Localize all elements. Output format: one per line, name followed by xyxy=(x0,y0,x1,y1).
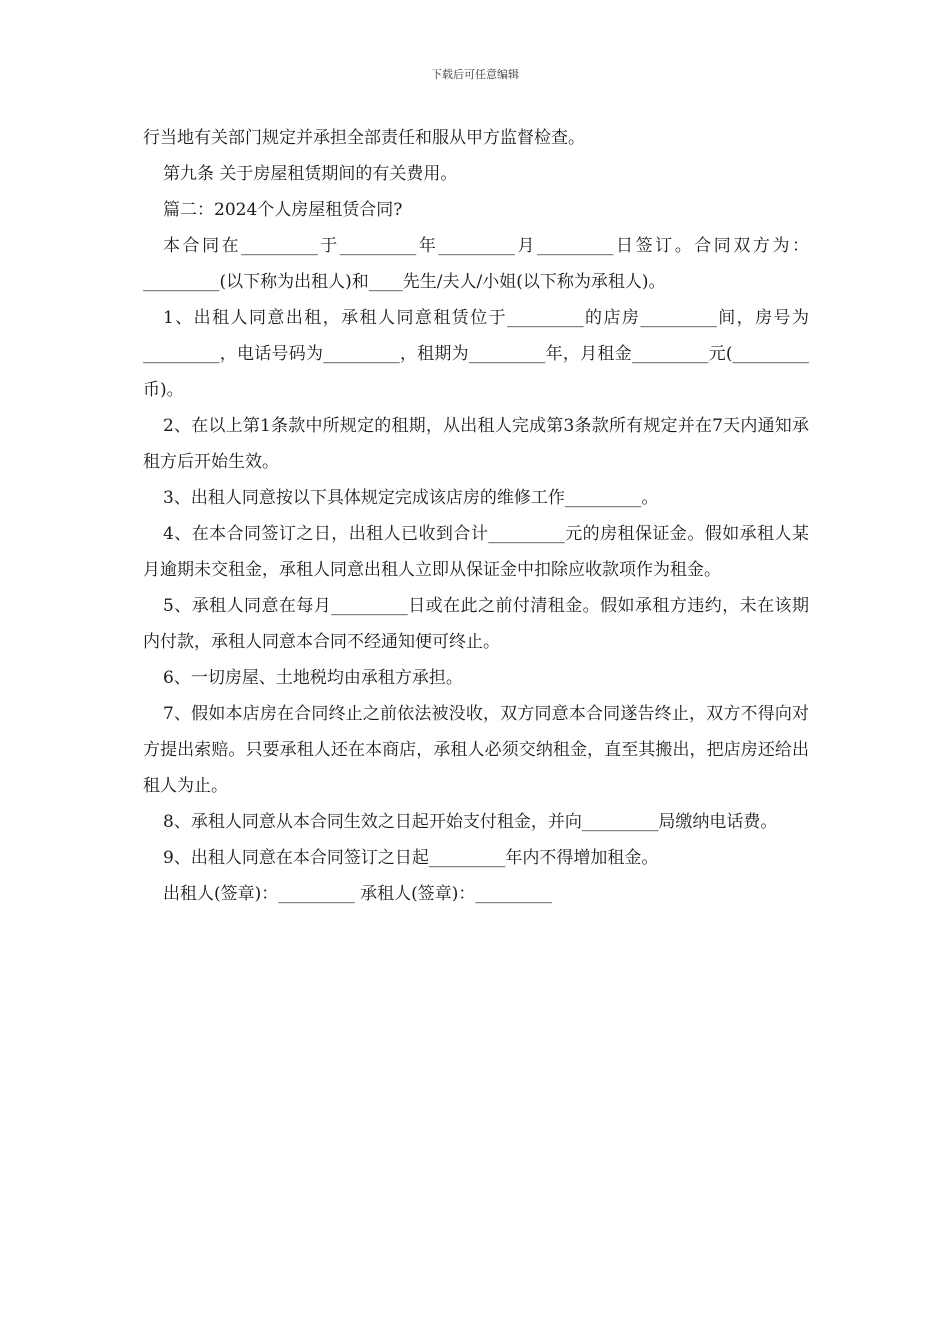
contract-intro-paragraph: 本合同在_________于_________年_________月_________日签订。合同双方为：_________(以下称为出租人)和____先生/夫人/小姐(以下称为承租人)。 xyxy=(143,236,809,292)
clause-3: 3、出租人同意按以下具体规定完成该店房的维修工作_________。 xyxy=(163,488,659,508)
clause-6: 6、一切房屋、土地税均由承租方承担。 xyxy=(163,668,463,688)
paragraph-continuation: 行当地有关部门规定并承担全部责任和服从甲方监督检查。 xyxy=(143,128,585,148)
signature-line: 出租人(签章)：_________ 承租人(签章)：_________ xyxy=(163,884,552,904)
clause-9: 9、出租人同意在本合同签订之日起_________年内不得增加租金。 xyxy=(163,848,659,868)
clause-4: 4、在本合同签订之日，出租人已收到合计_________元的房租保证金。假如承租人某月逾期未交租金，承租人同意出租人立即从保证金中扣除应收款项作为租金。 xyxy=(143,524,809,580)
clause-5: 5、承租人同意在每月_________日或在此之前付清租金。假如承租方违约，未在该期内付款，承租人同意本合同不经通知便可终止。 xyxy=(143,596,809,652)
section-title-part-two: 篇二：2024个人房屋租赁合同? xyxy=(163,200,403,220)
document-body xyxy=(143,120,809,912)
page-header-note: 下载后可任意编辑 xyxy=(431,68,519,81)
article-9-heading: 第九条 关于房屋租赁期间的有关费用。 xyxy=(163,164,458,184)
clause-1: 1、出租人同意出租，承租人同意租赁位于_________的店房_________间，房号为_________，电话号码为_________，租期为_________年，月租金_________元(_________币)。 xyxy=(143,308,809,400)
clause-7: 7、假如本店房在合同终止之前依法被没收，双方同意本合同遂告终止，双方不得向对方提出索赔。只要承租人还在本商店，承租人必须交纳租金，直至其搬出，把店房还给出租人为止。 xyxy=(143,704,809,796)
clause-8: 8、承租人同意从本合同生效之日起开始支付租金，并向_________局缴纳电话费。 xyxy=(163,812,778,832)
clause-2: 2、在以上第1条款中所规定的租期，从出租人完成第3条款所有规定并在7天内通知承租方后开始生效。 xyxy=(143,416,809,472)
